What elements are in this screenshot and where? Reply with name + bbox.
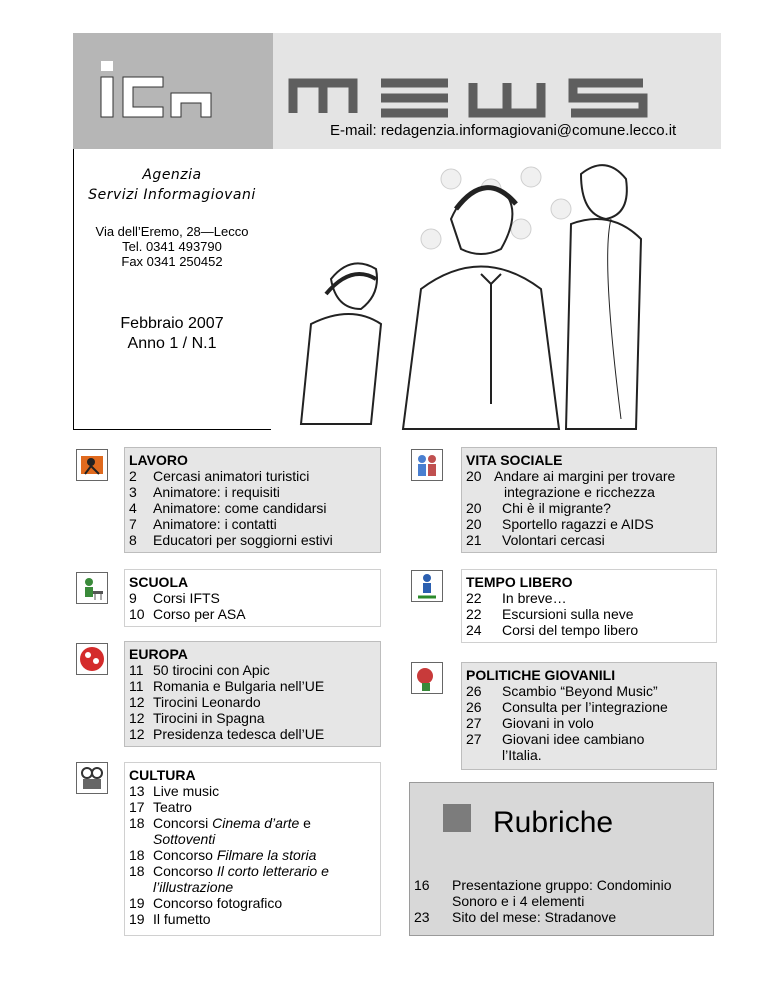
list-item[interactable] xyxy=(466,606,716,622)
list-item[interactable] xyxy=(129,678,380,694)
page-number: 27 xyxy=(466,715,482,731)
page-number: 27 xyxy=(466,731,482,747)
page-number: 22 xyxy=(466,590,482,606)
page-number: 20 xyxy=(466,516,482,532)
list-item[interactable] xyxy=(466,715,716,731)
list-item[interactable] xyxy=(129,484,380,500)
list-item[interactable] xyxy=(129,694,380,710)
item-title: Presidenza tedesca dell’UE xyxy=(153,726,325,742)
item-title: Sportello ragazzi e AIDS xyxy=(502,516,654,532)
email-address[interactable]: E-mail: redagenzia.informagiovani@comune.lecco.it xyxy=(330,122,677,139)
page-number: 22 xyxy=(466,606,482,622)
section-title: CULTURA xyxy=(129,767,196,783)
list-item[interactable] xyxy=(129,590,380,606)
item-title: Animatore: i requisiti xyxy=(153,484,280,500)
item-title: Sito del mese: Stradanove xyxy=(452,909,617,925)
list-item[interactable] xyxy=(466,532,716,548)
list-item[interactable] xyxy=(466,699,716,715)
list-item[interactable] xyxy=(414,909,709,925)
list-item[interactable] xyxy=(466,468,716,484)
item-title: Corsi IFTS xyxy=(153,590,220,606)
list-item[interactable] xyxy=(129,606,380,622)
item-title: Live music xyxy=(153,783,220,799)
list-item[interactable] xyxy=(466,500,716,516)
list-item[interactable] xyxy=(129,468,380,484)
issue-number: Anno 1 / N.1 xyxy=(127,335,217,352)
list-item[interactable] xyxy=(129,516,380,532)
speaker-icon xyxy=(411,662,443,694)
logo-block xyxy=(73,33,273,149)
item-title: Il fumetto xyxy=(153,911,211,927)
list-item-continued xyxy=(414,893,709,909)
page-number: 20 xyxy=(466,468,482,484)
skier-icon xyxy=(411,570,443,602)
worker-icon xyxy=(76,449,108,481)
page-number: 24 xyxy=(466,622,482,638)
item-title xyxy=(153,847,380,863)
section-politiche-giovanili xyxy=(461,662,717,770)
issue-date: Febbraio 2007 xyxy=(120,315,224,332)
item-title xyxy=(153,815,380,831)
section-europa xyxy=(124,641,381,747)
cover-illustration xyxy=(271,149,721,431)
list-item[interactable] xyxy=(129,662,380,678)
item-title: Corsi del tempo libero xyxy=(502,622,639,638)
section-title: TEMPO LIBERO xyxy=(466,574,573,590)
teenagers-sketch xyxy=(271,149,721,431)
list-item[interactable] xyxy=(129,500,380,516)
item-title-part: Concorsi xyxy=(153,815,213,831)
icn-logo xyxy=(73,33,273,149)
globe-people-icon xyxy=(76,643,108,675)
page-number xyxy=(414,893,452,909)
item-title: Volontari cercasi xyxy=(502,532,605,548)
list-item[interactable] xyxy=(414,877,709,893)
list-item[interactable] xyxy=(129,863,380,879)
page-number: 10 xyxy=(129,606,145,622)
item-title: Tirocini Leonardo xyxy=(153,694,261,710)
section-cultura xyxy=(124,762,381,936)
item-title-part: Concorso xyxy=(153,847,217,863)
agency-name-line1: Agenzia xyxy=(142,167,202,183)
item-title: In breve… xyxy=(502,590,567,606)
item-title-italic: Cinema d’arte xyxy=(212,815,300,831)
agency-address xyxy=(76,224,268,269)
item-title: Animatore: come candidarsi xyxy=(153,500,327,516)
page-number: 20 xyxy=(466,500,482,516)
item-title-part: e xyxy=(299,815,311,831)
section-scuola xyxy=(124,569,381,627)
item-title: Concorso fotografico xyxy=(153,895,283,911)
page-number: 26 xyxy=(466,683,482,699)
item-title: 50 tirocini con Apic xyxy=(153,662,270,678)
item-title-continued: integrazione e ricchezza xyxy=(504,484,655,500)
item-title xyxy=(153,863,380,879)
list-item[interactable] xyxy=(466,731,716,747)
address-street: Via dell’Eremo, 28—Lecco xyxy=(95,224,249,239)
section-title: POLITICHE GIOVANILI xyxy=(466,667,616,683)
list-item[interactable] xyxy=(129,799,380,815)
page-number: 18 xyxy=(129,815,145,831)
item-title-continued: Sonoro e i 4 elementi xyxy=(452,893,585,909)
item-title: Giovani idee cambiano xyxy=(502,731,645,747)
address-phone: Tel. 0341 493790 xyxy=(122,239,222,254)
film-camera-icon xyxy=(76,762,108,794)
rubriche-square-icon xyxy=(443,804,471,832)
list-item[interactable] xyxy=(129,726,380,742)
section-title: VITA SOCIALE xyxy=(466,452,563,468)
list-item[interactable] xyxy=(466,516,716,532)
list-item[interactable] xyxy=(466,622,716,638)
address-fax: Fax 0341 250452 xyxy=(121,254,223,269)
item-title: Escursioni sulla neve xyxy=(502,606,634,622)
list-item[interactable] xyxy=(129,911,380,927)
student-desk-icon xyxy=(76,572,108,604)
item-title: Tirocini in Spagna xyxy=(153,710,265,726)
item-title: Giovani in volo xyxy=(502,715,594,731)
issue-info xyxy=(76,314,268,354)
item-title: Consulta per l’integrazione xyxy=(502,699,668,715)
item-title: Presentazione gruppo: Condominio xyxy=(452,877,672,893)
page-number: 26 xyxy=(466,699,482,715)
item-title-italic: Il corto letterario e xyxy=(216,863,329,879)
page-number: 16 xyxy=(414,877,430,893)
page-number: 17 xyxy=(129,799,145,815)
item-title: Cercasi animatori turistici xyxy=(153,468,310,484)
item-title-continued: Sottoventi xyxy=(153,831,216,847)
page-number: 4 xyxy=(129,500,137,516)
item-title: Scambio “Beyond Music” xyxy=(502,683,658,699)
page-number: 12 xyxy=(129,726,145,742)
page-number: 12 xyxy=(129,710,145,726)
list-item[interactable] xyxy=(129,710,380,726)
section-title: LAVORO xyxy=(129,452,188,468)
item-title: Educatori per soggiorni estivi xyxy=(153,532,333,548)
page-number: 19 xyxy=(129,911,145,927)
page-number: 11 xyxy=(129,662,144,678)
rubriche-list xyxy=(414,877,709,925)
page-number: 3 xyxy=(129,484,137,500)
page-number: 19 xyxy=(129,895,145,911)
item-title-continued: l’illustrazione xyxy=(153,879,234,895)
section-lavoro xyxy=(124,447,381,553)
page-number: 13 xyxy=(129,783,145,799)
section-title: EUROPA xyxy=(129,646,188,662)
two-people-icon xyxy=(411,449,443,481)
page-number: 12 xyxy=(129,694,145,710)
list-item[interactable] xyxy=(466,590,716,606)
item-title-italic: Filmare la storia xyxy=(216,847,317,863)
section-title: SCUOLA xyxy=(129,574,189,590)
item-title: Romania e Bulgaria nell’UE xyxy=(153,678,325,694)
agency-name xyxy=(76,165,268,205)
item-title-continued: l’Italia. xyxy=(502,747,542,763)
item-title: Animatore: i contatti xyxy=(153,516,277,532)
section-tempo-libero xyxy=(461,569,717,643)
agency-name-line2: Servizi Informagiovani xyxy=(88,187,256,203)
section-vita-sociale xyxy=(461,447,717,553)
page-number: 2 xyxy=(129,468,137,484)
item-title: Teatro xyxy=(153,799,192,815)
item-title: Andare ai margini per trovare xyxy=(494,468,676,484)
page-number: 21 xyxy=(466,532,482,548)
item-title: Chi è il migrante? xyxy=(502,500,611,516)
rubriche-title: Rubriche xyxy=(493,806,614,839)
item-title-part: Concorso xyxy=(153,863,217,879)
list-item[interactable] xyxy=(129,847,380,863)
page-number: 11 xyxy=(129,678,144,694)
page-number: 8 xyxy=(129,532,137,548)
list-item[interactable] xyxy=(129,532,380,548)
list-item[interactable] xyxy=(466,683,716,699)
item-title: Corso per ASA xyxy=(153,606,246,622)
list-item[interactable] xyxy=(129,895,380,911)
page-number: 23 xyxy=(414,909,430,925)
page-number: 7 xyxy=(129,516,137,532)
page-number: 18 xyxy=(129,847,145,863)
page-number: 9 xyxy=(129,590,137,606)
page-number: 18 xyxy=(129,863,145,879)
list-item[interactable] xyxy=(129,815,380,831)
list-item[interactable] xyxy=(129,783,380,799)
